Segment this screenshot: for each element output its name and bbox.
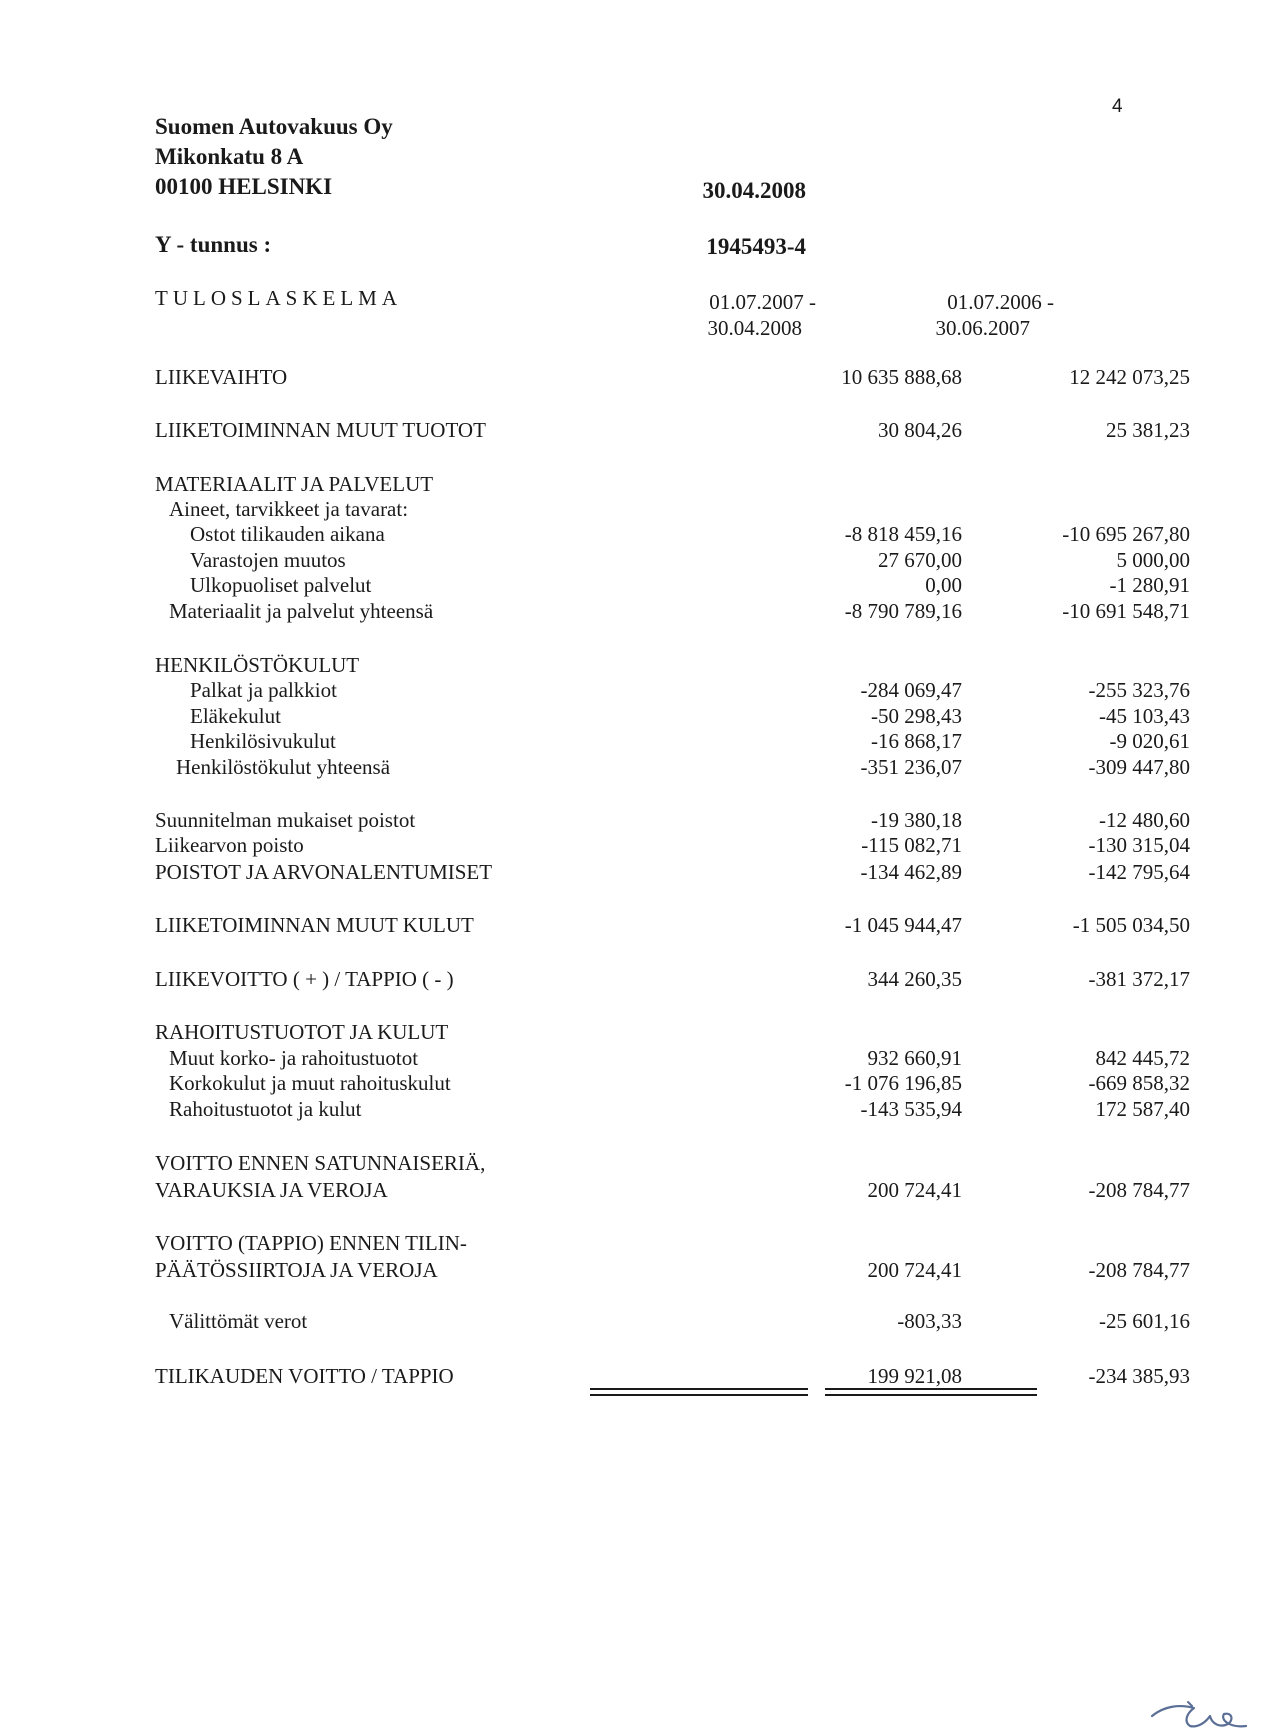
row-value-prior: -10 691 548,71 [1062, 599, 1190, 623]
row-label: Varastojen muutos [190, 548, 346, 572]
statement-row [155, 1097, 1190, 1123]
row-value-current: -351 236,07 [860, 755, 962, 779]
row-label: Rahoitustuotot ja kulut [169, 1097, 362, 1121]
business-id: 1945493-4 [706, 234, 806, 259]
statement-row [155, 1178, 1190, 1204]
statement-row [155, 522, 1190, 548]
statement-row [155, 1309, 1190, 1335]
row-value-prior: -12 480,60 [1099, 808, 1190, 832]
row-label: Ulkopuoliset palvelut [190, 573, 372, 597]
row-value-prior: -142 795,64 [1088, 860, 1190, 884]
row-value-prior: -234 385,93 [1088, 1364, 1190, 1388]
row-value-prior: -208 784,77 [1088, 1178, 1190, 1202]
row-label: TILIKAUDEN VOITTO / TAPPIO [155, 1364, 454, 1388]
row-value-prior: 172 587,40 [1095, 1097, 1190, 1121]
row-label: VOITTO (TAPPIO) ENNEN TILIN- [155, 1231, 467, 1255]
row-value-prior: -9 020,61 [1109, 729, 1190, 753]
statement-title: TULOSLASKELMA [155, 286, 402, 310]
row-label: HENKILÖSTÖKULUT [155, 653, 360, 677]
row-value-current: -284 069,47 [860, 678, 962, 702]
statement-row [155, 1151, 1035, 1177]
statement-row [155, 1231, 1035, 1257]
row-value-current: -1 076 196,85 [844, 1071, 962, 1095]
row-label: LIIKEVAIHTO [155, 365, 288, 389]
row-value-prior: -208 784,77 [1088, 1258, 1190, 1282]
row-value-prior: 12 242 073,25 [1069, 365, 1190, 389]
row-value-current: 199 921,08 [867, 1364, 962, 1388]
row-label: Välittömät verot [169, 1309, 308, 1333]
row-label: LIIKETOIMINNAN MUUT TUOTOT [155, 418, 486, 442]
row-value-current: 0,00 [925, 573, 962, 597]
row-value-current: -8 790 789,16 [844, 599, 962, 623]
statement-row [155, 755, 1190, 781]
row-value-prior: -25 601,16 [1099, 1309, 1190, 1333]
total-underline-current [590, 1388, 808, 1390]
company-name: Suomen Autovakuus Oy [155, 114, 393, 139]
row-value-current: -8 818 459,16 [844, 522, 962, 546]
row-label: Materiaalit ja palvelut yhteensä [169, 599, 434, 623]
row-label: MATERIAALIT JA PALVELUT [155, 472, 434, 496]
row-value-current: 200 724,41 [867, 1178, 962, 1202]
row-label: Palkat ja palkkiot [190, 678, 337, 702]
statement-row [155, 1020, 1035, 1046]
row-label: Eläkekulut [190, 704, 281, 728]
row-value-prior: 5 000,00 [1116, 548, 1190, 572]
row-label: RAHOITUSTUOTOT JA KULUT [155, 1020, 449, 1044]
statement-row [155, 548, 1190, 574]
statement-row [155, 1364, 1190, 1390]
statement-row [155, 913, 1190, 939]
row-label: VARAUKSIA JA VEROJA [155, 1178, 388, 1202]
company-city: 00100 HELSINKI [155, 174, 333, 199]
period-current-start: 01.07.2007 - [709, 290, 816, 314]
row-value-prior: -1 280,91 [1109, 573, 1190, 597]
statement-row [155, 365, 1190, 391]
statement-row [155, 808, 1190, 834]
row-label: POISTOT JA ARVONALENTUMISET [155, 860, 493, 884]
row-value-current: 932 660,91 [867, 1046, 962, 1070]
row-value-current: -16 868,17 [871, 729, 962, 753]
statement-row [155, 472, 1035, 498]
row-value-prior: -45 103,43 [1099, 704, 1190, 728]
row-value-prior: -381 372,17 [1088, 967, 1190, 991]
statement-row [155, 599, 1190, 625]
row-value-current: 200 724,41 [867, 1258, 962, 1282]
period-prior-start: 01.07.2006 - [947, 290, 1054, 314]
row-label: LIIKETOIMINNAN MUUT KULUT [155, 913, 474, 937]
total-underline-prior [825, 1388, 1037, 1390]
row-label: Liikearvon poisto [155, 833, 304, 857]
row-value-prior: -309 447,80 [1088, 755, 1190, 779]
row-value-current: -134 462,89 [860, 860, 962, 884]
statement-row [155, 1046, 1190, 1072]
row-label: VOITTO ENNEN SATUNNAISERIÄ, [155, 1151, 486, 1175]
row-value-prior: -10 695 267,80 [1062, 522, 1190, 546]
row-value-current: 27 670,00 [878, 548, 962, 572]
period-prior-header [814, 289, 1054, 341]
row-value-prior: 25 381,23 [1106, 418, 1190, 442]
business-id-label: Y - tunnus : [155, 232, 272, 257]
period-current-header [576, 289, 816, 341]
row-label: Suunnitelman mukaiset poistot [155, 808, 416, 832]
row-value-prior: -669 858,32 [1088, 1071, 1190, 1095]
statement-row [155, 653, 1035, 679]
row-value-current: 30 804,26 [878, 418, 962, 442]
period-prior-end: 30.06.2007 [935, 316, 1030, 340]
statement-row [155, 967, 1190, 993]
row-value-current: -1 045 944,47 [844, 913, 962, 937]
row-value-prior: -255 323,76 [1088, 678, 1190, 702]
statement-row [155, 1071, 1190, 1097]
period-current-end: 30.04.2008 [707, 316, 802, 340]
row-value-current: 10 635 888,68 [841, 365, 962, 389]
row-label: Korkokulut ja muut rahoituskulut [169, 1071, 451, 1095]
row-label: Aineet, tarvikkeet ja tavarat: [169, 497, 409, 521]
row-value-current: -115 082,71 [861, 833, 962, 857]
statement-row [155, 678, 1190, 704]
statement-row [155, 729, 1190, 755]
statement-date: 30.04.2008 [702, 178, 806, 203]
statement-row [155, 497, 1035, 523]
row-value-current: -50 298,43 [871, 704, 962, 728]
statement-row [155, 418, 1190, 444]
page-number: 4 [1112, 96, 1123, 117]
signature-mark [1150, 1698, 1250, 1734]
statement-row [155, 833, 1190, 859]
row-label: Ostot tilikauden aikana [190, 522, 385, 546]
statement-row [155, 860, 1190, 886]
company-address: Mikonkatu 8 A [155, 144, 304, 169]
row-value-current: 344 260,35 [867, 967, 962, 991]
statement-row [155, 573, 1190, 599]
row-label: Muut korko- ja rahoitustuotot [169, 1046, 419, 1070]
row-value-prior: 842 445,72 [1095, 1046, 1190, 1070]
row-value-current: -803,33 [897, 1309, 962, 1333]
row-label: Henkilöstökulut yhteensä [176, 755, 391, 779]
row-value-current: -143 535,94 [860, 1097, 962, 1121]
total-double-underline-current [590, 1394, 808, 1396]
row-label: LIIKEVOITTO ( + ) / TAPPIO ( - ) [155, 967, 454, 991]
total-double-underline-prior [825, 1394, 1037, 1396]
row-value-prior: -1 505 034,50 [1072, 913, 1190, 937]
statement-row [155, 704, 1190, 730]
row-label: PÄÄTÖSSIIRTOJA JA VEROJA [155, 1258, 438, 1282]
statement-row [155, 1258, 1190, 1284]
row-label: Henkilösivukulut [190, 729, 336, 753]
row-value-prior: -130 315,04 [1088, 833, 1190, 857]
row-value-current: -19 380,18 [871, 808, 962, 832]
